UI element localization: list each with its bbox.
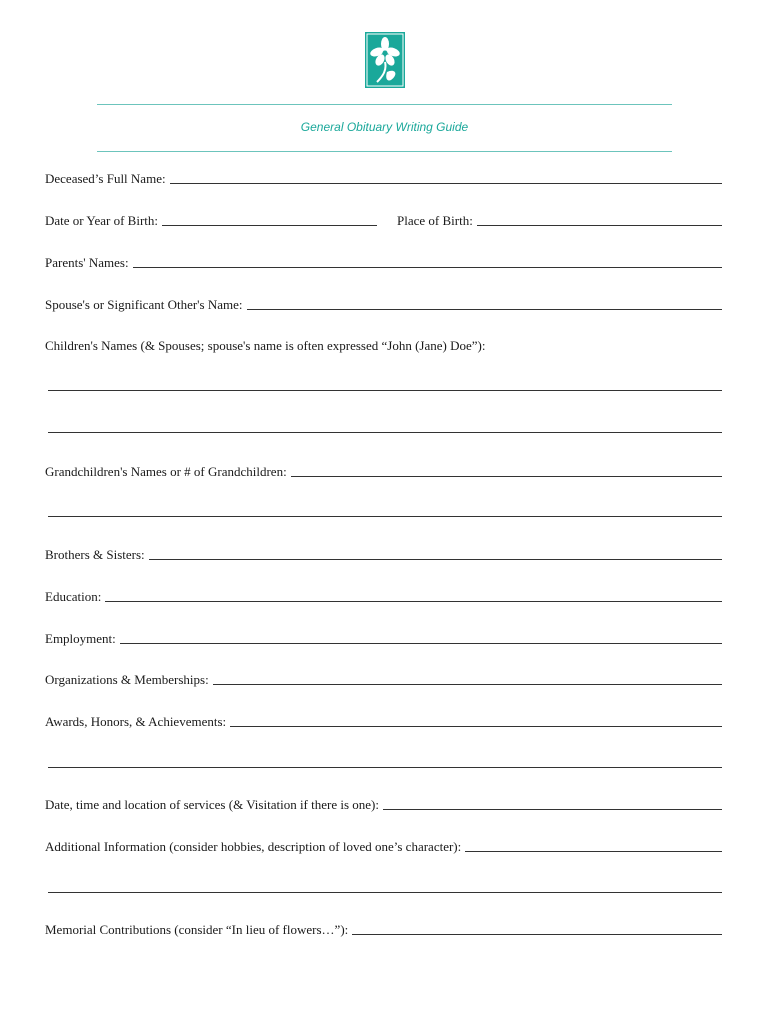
- parents-field[interactable]: [45, 255, 722, 271]
- additional-info-field[interactable]: [45, 839, 722, 855]
- birth-place-line[interactable]: [477, 225, 722, 226]
- document-title: General Obituary Writing Guide: [300, 120, 469, 134]
- siblings-label: Brothers & Sisters:: [45, 547, 145, 562]
- spouse-label: Spouse's or Significant Other's Name:: [45, 297, 243, 312]
- additional-info-line-2[interactable]: [48, 892, 722, 893]
- birth-date-field[interactable]: [45, 213, 377, 229]
- employment-label: Employment:: [45, 631, 116, 646]
- parents-line[interactable]: [133, 267, 722, 268]
- organizations-label: Organizations & Memberships:: [45, 672, 209, 687]
- grandchildren-line[interactable]: [291, 476, 722, 477]
- birth-place-label: Place of Birth:: [397, 213, 473, 228]
- birth-place-field[interactable]: [397, 213, 722, 229]
- children-line-2[interactable]: [48, 432, 722, 433]
- children-line-1[interactable]: [48, 390, 722, 391]
- birth-date-label: Date or Year of Birth:: [45, 213, 159, 228]
- services-label: Date, time and location of services (& Visitation if there is one):: [45, 797, 379, 812]
- memorial-field[interactable]: [45, 922, 722, 938]
- employment-field[interactable]: [45, 631, 722, 647]
- awards-line[interactable]: [230, 726, 722, 727]
- memorial-line[interactable]: [352, 934, 722, 935]
- education-line[interactable]: [105, 601, 722, 602]
- education-label: Education:: [45, 589, 102, 604]
- grandchildren-field[interactable]: [45, 464, 722, 480]
- memorial-label: Memorial Contributions (consider “In lieu of flowers…”):: [45, 922, 349, 937]
- awards-field[interactable]: [45, 714, 722, 730]
- grandchildren-line-2[interactable]: [48, 516, 722, 517]
- lily-flower-icon: [365, 32, 405, 88]
- services-line[interactable]: [383, 809, 722, 810]
- services-field[interactable]: [45, 797, 722, 813]
- spouse-field[interactable]: [45, 297, 722, 313]
- grandchildren-label: Grandchildren's Names or # of Grandchildren:: [45, 464, 287, 479]
- awards-label: Awards, Honors, & Achievements:: [45, 714, 227, 729]
- additional-info-line[interactable]: [465, 851, 722, 852]
- parents-label: Parents' Names:: [45, 255, 129, 270]
- deceased-name-line[interactable]: [170, 183, 722, 184]
- awards-line-2[interactable]: [48, 767, 722, 768]
- siblings-line[interactable]: [149, 559, 722, 560]
- siblings-field[interactable]: [45, 547, 722, 563]
- organizations-line[interactable]: [213, 684, 722, 685]
- additional-info-label: Additional Information (consider hobbies, description of loved one’s character):: [45, 839, 462, 854]
- education-field[interactable]: [45, 589, 722, 605]
- organizations-field[interactable]: [45, 672, 722, 688]
- deceased-name-field[interactable]: [45, 171, 722, 187]
- employment-line[interactable]: [120, 643, 722, 644]
- header-top-rule: [97, 104, 672, 105]
- birth-date-line[interactable]: [162, 225, 377, 226]
- header-bottom-rule: [97, 151, 672, 152]
- deceased-name-label: Deceased’s Full Name:: [45, 171, 166, 186]
- children-label: Children's Names (& Spouses; spouse's name is often expressed “John (Jane) Doe”):: [45, 338, 486, 353]
- spouse-line[interactable]: [247, 309, 723, 310]
